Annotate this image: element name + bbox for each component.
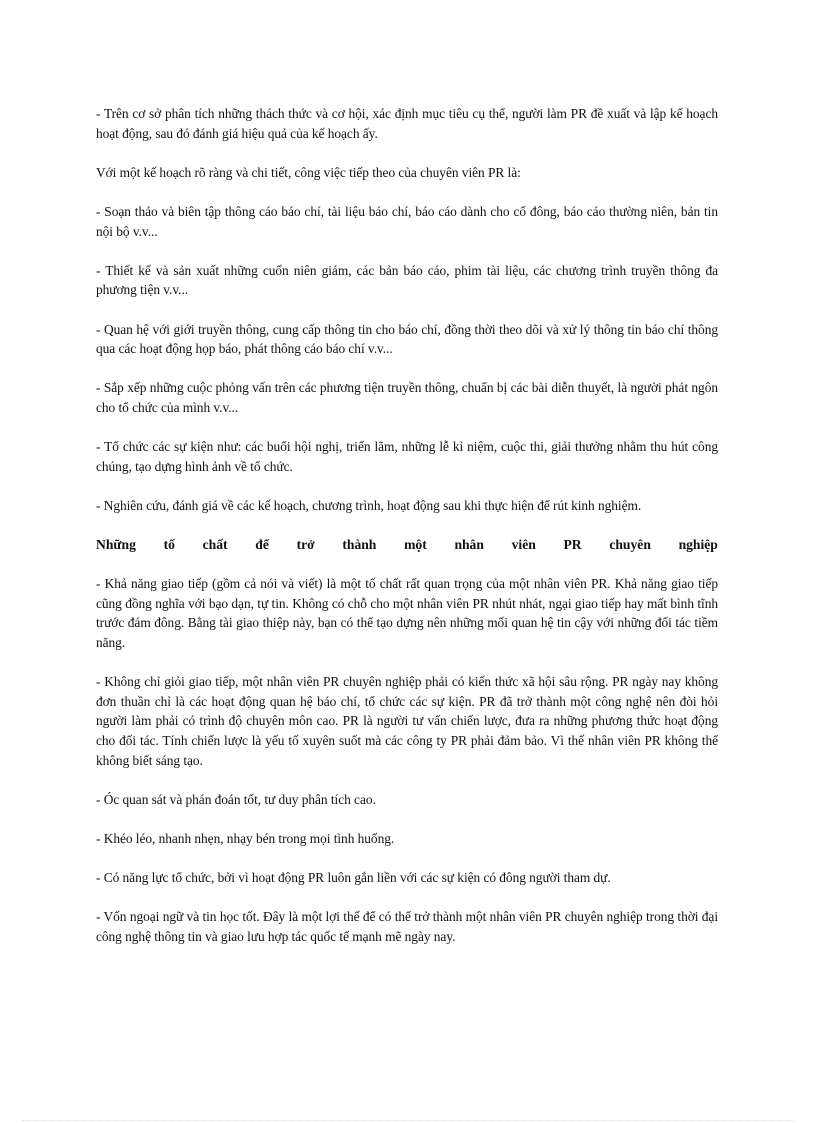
page-bottom-divider bbox=[22, 1120, 794, 1121]
document-body bbox=[96, 104, 718, 966]
paragraph-intro-tasks: Với một kế hoạch rõ ràng và chi tiết, công việc tiếp theo của chuyên viên PR là: bbox=[96, 164, 521, 180]
heading-word: viên bbox=[511, 537, 536, 553]
paragraph-plan: - Trên cơ sở phân tích những thách thức và cơ hội, xác định mục tiêu cụ thể, người làm PR đề xuất và lập kế hoạch hoạt động, sau đó đánh giá hiệu quả của kế hoạch ấy. bbox=[96, 106, 718, 141]
heading-word: nghiệp bbox=[678, 537, 718, 553]
paragraph-observation: - Óc quan sát và phán đoán tốt, tư duy phân tích cao. bbox=[96, 791, 376, 807]
paragraph-agility: - Khéo léo, nhanh nhẹn, nhạy bén trong mọi tình huống. bbox=[96, 830, 395, 846]
paragraph-yearbook: - Thiết kế và sản xuất những cuốn niên giám, các bản báo cáo, phim tài liệu, các chương trình truyền thông đa phương tiện v.v... bbox=[96, 262, 718, 298]
heading-word: chuyên bbox=[609, 537, 651, 553]
paragraph-press-release: - Soạn thảo và biên tập thông cáo báo chí, tài liệu báo chí, báo cáo dành cho cổ đông, báo cáo thường niên, bản tin nội bộ v.v... bbox=[96, 203, 718, 239]
paragraph-research: - Nghiên cứu, đánh giá về các kế hoạch, chương trình, hoạt động sau khi thực hiện để rút kinh nghiệm. bbox=[96, 497, 642, 513]
paragraph-media-relations: - Quan hệ với giới truyền thông, cung cấp thông tin cho báo chí, đồng thời theo dõi và xử lý thông tin báo chí thông qua các hoạt động họp báo, phát thông cáo báo chí v.v... bbox=[96, 321, 718, 357]
heading-word: thành bbox=[342, 537, 377, 553]
section-heading bbox=[96, 535, 718, 555]
heading-word: Những bbox=[96, 537, 136, 553]
heading-word: một bbox=[404, 537, 427, 553]
paragraph-communication: - Khả năng giao tiếp (gồm cả nói và viết) là một tố chất rất quan trọng của một nhân viên PR. Khả năng giao tiếp cũng đồng nghĩa với bạo dạn, tự tin. Không có chỗ cho một nhân viên PR nhút nhát, ngại giao tiếp hay mất bình tĩnh trước đám đông. Bằng tài giao thiệp này, bạn có thể tạo dựng nên những mối quan hệ tin cậy với những đối tác tiềm năng. bbox=[96, 576, 718, 651]
heading-word: tố bbox=[163, 537, 175, 553]
paragraph-languages: - Vốn ngoại ngữ và tin học tốt. Đây là một lợi thế để có thể trở thành một nhân viên PR chuyên nghiệp trong thời đại công nghệ thông tin và giao lưu hợp tác quốc tế mạnh mẽ ngày nay. bbox=[96, 909, 718, 944]
heading-word: để bbox=[255, 537, 269, 553]
paragraph-interviews: - Sắp xếp những cuộc phỏng vấn trên các phương tiện truyền thông, chuẩn bị các bài diễn thuyết, là người phát ngôn cho tổ chức của mình v.v... bbox=[96, 380, 718, 415]
heading-word: nhân bbox=[454, 537, 484, 553]
paragraph-organization: - Có năng lực tổ chức, bởi vì hoạt động PR luôn gắn liền với các sự kiện có đông người tham dự. bbox=[96, 870, 611, 886]
heading-word: trở bbox=[296, 537, 315, 553]
heading-word: PR bbox=[563, 537, 582, 553]
paragraph-events: - Tổ chức các sự kiện như: các buổi hội nghị, triển lãm, những lễ kỉ niệm, cuộc thi, giải thưởng nhằm thu hút công chúng, tạo dựng hình ảnh về tổ chức. bbox=[96, 439, 718, 474]
heading-word: chất bbox=[202, 537, 228, 553]
paragraph-knowledge: - Không chỉ giỏi giao tiếp, một nhân viên PR chuyên nghiệp phải có kiến thức xã hội sâu rộng. PR ngày nay không đơn thuần chỉ là các hoạt động quan hệ báo chí, tổ chức các sự kiện. PR đã trở thành một công nghệ nên đòi hỏi người làm phải có trình độ chuyên môn cao. PR là người tư vấn chiến lược, đưa ra những phương thức hoạt động cho đối tác. Tính chiến lược là yếu tố xuyên suốt mà các công ty PR phải đảm bảo. Vì thế nhân viên PR không thể không biết sáng tạo. bbox=[96, 674, 718, 768]
